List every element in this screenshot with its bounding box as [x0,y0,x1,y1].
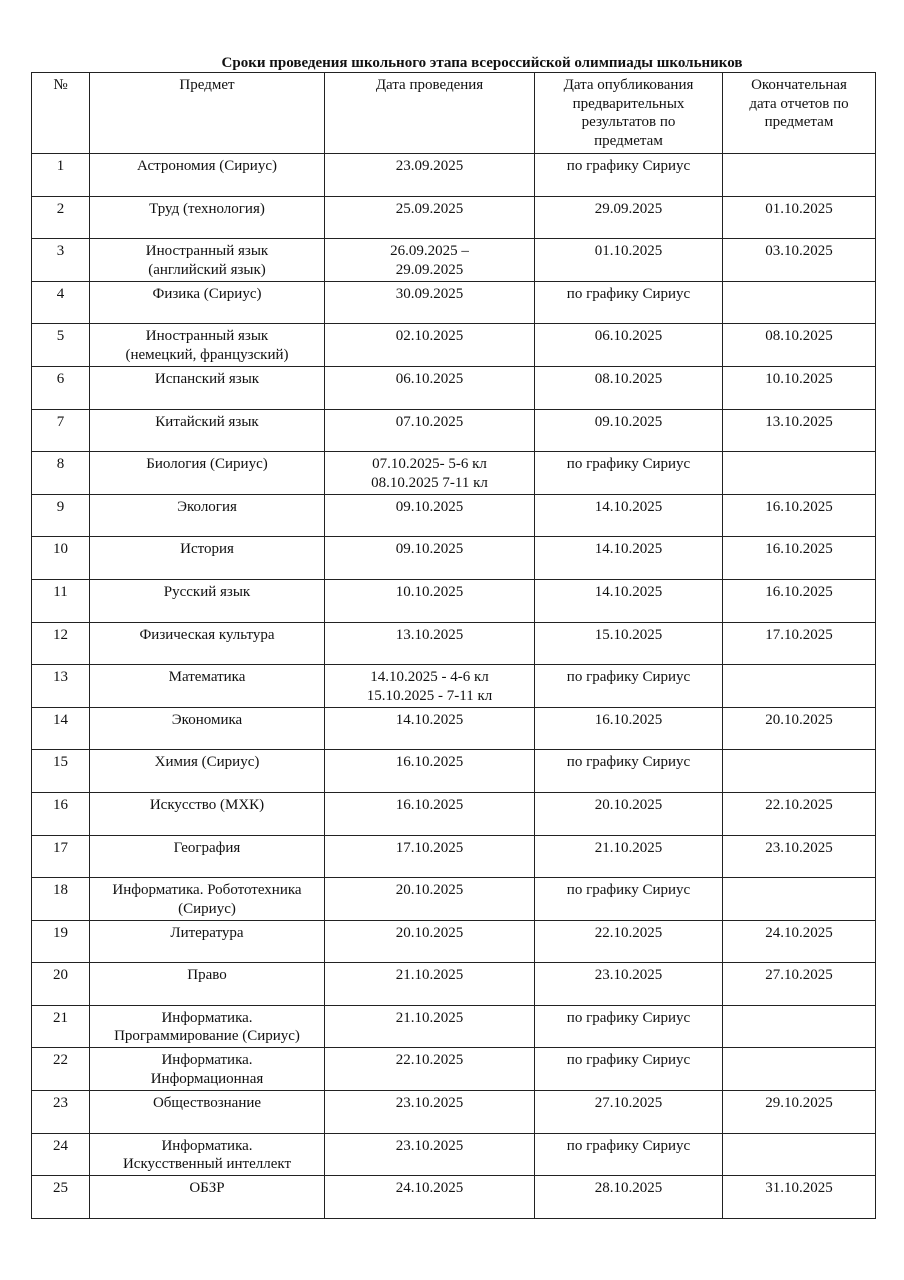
row-subject: Испанский язык [90,366,325,409]
table-row [32,409,876,452]
row-subject: География [90,835,325,878]
row-preliminary-results-date: по графику Сириус [535,1133,723,1176]
row-date: 21.10.2025 [325,963,535,1006]
row-subject: Право [90,963,325,1006]
row-preliminary-results-date: 14.10.2025 [535,537,723,580]
row-final-report-date [723,1048,876,1091]
table-row [32,665,876,708]
row-preliminary-results-date: 15.10.2025 [535,622,723,665]
row-number: 20 [32,963,90,1006]
row-date: 09.10.2025 [325,537,535,580]
table-row [32,579,876,622]
row-date: 24.10.2025 [325,1176,535,1219]
row-final-report-date: 29.10.2025 [723,1091,876,1134]
row-subject: Китайский язык [90,409,325,452]
row-preliminary-results-date: по графику Сириус [535,750,723,793]
row-date: 02.10.2025 [325,324,535,367]
row-number: 23 [32,1091,90,1134]
row-date: 20.10.2025 [325,878,535,921]
row-date: 23.09.2025 [325,154,535,197]
row-subject: ОБЗР [90,1176,325,1219]
row-preliminary-results-date: 27.10.2025 [535,1091,723,1134]
row-subject: Иностранный язык (английский язык) [90,239,325,282]
row-preliminary-results-date: 20.10.2025 [535,792,723,835]
row-number: 18 [32,878,90,921]
table-row [32,920,876,963]
table-row [32,622,876,665]
olympiad-schedule-table [31,72,876,1219]
row-subject: Информатика. Искусственный интеллект [90,1133,325,1176]
row-subject: Обществознание [90,1091,325,1134]
row-subject: Иностранный язык (немецкий, французский) [90,324,325,367]
row-number: 4 [32,281,90,324]
row-date: 07.10.2025- 5-6 кл 08.10.2025 7-11 кл [325,452,535,495]
row-preliminary-results-date: 01.10.2025 [535,239,723,282]
row-subject: Русский язык [90,579,325,622]
row-preliminary-results-date: по графику Сириус [535,665,723,708]
table-row [32,835,876,878]
row-final-report-date: 03.10.2025 [723,239,876,282]
row-preliminary-results-date: 06.10.2025 [535,324,723,367]
table-row [32,1176,876,1219]
table-row [32,196,876,239]
row-date: 17.10.2025 [325,835,535,878]
row-subject: Астрономия (Сириус) [90,154,325,197]
row-number: 10 [32,537,90,580]
table-row [32,366,876,409]
row-subject: Информатика. Программирование (Сириус) [90,1005,325,1048]
header-subject: Предмет [90,73,325,154]
row-subject: Литература [90,920,325,963]
row-final-report-date: 24.10.2025 [723,920,876,963]
row-preliminary-results-date: 23.10.2025 [535,963,723,1006]
header-number: № [32,73,90,154]
row-preliminary-results-date: по графику Сириус [535,281,723,324]
row-number: 25 [32,1176,90,1219]
row-final-report-date [723,452,876,495]
row-subject: Экология [90,494,325,537]
row-final-report-date: 16.10.2025 [723,579,876,622]
table-row [32,452,876,495]
row-preliminary-results-date: 16.10.2025 [535,707,723,750]
row-final-report-date: 16.10.2025 [723,494,876,537]
table-row [32,1048,876,1091]
row-final-report-date: 17.10.2025 [723,622,876,665]
row-preliminary-results-date: 14.10.2025 [535,494,723,537]
row-number: 19 [32,920,90,963]
row-number: 11 [32,579,90,622]
row-preliminary-results-date: 14.10.2025 [535,579,723,622]
row-final-report-date [723,665,876,708]
row-date: 16.10.2025 [325,750,535,793]
row-number: 3 [32,239,90,282]
row-number: 5 [32,324,90,367]
row-number: 13 [32,665,90,708]
row-final-report-date: 22.10.2025 [723,792,876,835]
row-subject: Экономика [90,707,325,750]
row-number: 22 [32,1048,90,1091]
table-row [32,1091,876,1134]
row-date: 09.10.2025 [325,494,535,537]
row-final-report-date: 31.10.2025 [723,1176,876,1219]
row-preliminary-results-date: 08.10.2025 [535,366,723,409]
row-final-report-date [723,1005,876,1048]
table-row [32,1005,876,1048]
row-preliminary-results-date: по графику Сириус [535,878,723,921]
table-row [32,537,876,580]
row-final-report-date: 23.10.2025 [723,835,876,878]
row-subject: Химия (Сириус) [90,750,325,793]
row-preliminary-results-date: 09.10.2025 [535,409,723,452]
row-preliminary-results-date: 21.10.2025 [535,835,723,878]
table-row [32,281,876,324]
row-final-report-date: 13.10.2025 [723,409,876,452]
row-final-report-date: 16.10.2025 [723,537,876,580]
row-subject: Физика (Сириус) [90,281,325,324]
table-row [32,494,876,537]
row-final-report-date [723,1133,876,1176]
header-date: Дата проведения [325,73,535,154]
row-subject: Физическая культура [90,622,325,665]
row-date: 21.10.2025 [325,1005,535,1048]
row-number: 8 [32,452,90,495]
row-number: 21 [32,1005,90,1048]
row-date: 25.09.2025 [325,196,535,239]
table-row [32,1133,876,1176]
table-header-row [32,73,876,154]
row-subject: Биология (Сириус) [90,452,325,495]
row-date: 14.10.2025 [325,707,535,750]
row-date: 14.10.2025 - 4-6 кл 15.10.2025 - 7-11 кл [325,665,535,708]
table-body [32,154,876,1219]
row-final-report-date [723,281,876,324]
row-preliminary-results-date: 29.09.2025 [535,196,723,239]
row-date: 23.10.2025 [325,1133,535,1176]
row-final-report-date: 20.10.2025 [723,707,876,750]
row-date: 07.10.2025 [325,409,535,452]
row-final-report-date [723,750,876,793]
row-number: 9 [32,494,90,537]
row-number: 1 [32,154,90,197]
row-preliminary-results-date: по графику Сириус [535,1005,723,1048]
row-final-report-date [723,154,876,197]
table-row [32,750,876,793]
row-date: 16.10.2025 [325,792,535,835]
row-preliminary-results-date: 28.10.2025 [535,1176,723,1219]
row-final-report-date: 01.10.2025 [723,196,876,239]
row-final-report-date: 27.10.2025 [723,963,876,1006]
table-row [32,239,876,282]
row-subject: Информатика. Информационная [90,1048,325,1091]
row-date: 30.09.2025 [325,281,535,324]
row-date: 23.10.2025 [325,1091,535,1134]
row-number: 6 [32,366,90,409]
row-preliminary-results-date: по графику Сириус [535,452,723,495]
table-row [32,963,876,1006]
row-number: 15 [32,750,90,793]
table-row [32,878,876,921]
row-number: 14 [32,707,90,750]
row-date: 06.10.2025 [325,366,535,409]
table-row [32,324,876,367]
row-final-report-date: 10.10.2025 [723,366,876,409]
row-subject: Математика [90,665,325,708]
row-final-report-date [723,878,876,921]
row-final-report-date: 08.10.2025 [723,324,876,367]
row-subject: Информатика. Робототехника (Сириус) [90,878,325,921]
page-title: Сроки проведения школьного этапа всероссийской олимпиады школьников [221,55,743,71]
row-subject: Труд (технология) [90,196,325,239]
row-date: 26.09.2025 – 29.09.2025 [325,239,535,282]
table-row [32,707,876,750]
row-date: 20.10.2025 [325,920,535,963]
row-number: 17 [32,835,90,878]
row-number: 16 [32,792,90,835]
row-preliminary-results-date: 22.10.2025 [535,920,723,963]
table-row [32,792,876,835]
row-number: 24 [32,1133,90,1176]
row-number: 2 [32,196,90,239]
table-row [32,154,876,197]
row-subject: История [90,537,325,580]
row-preliminary-results-date: по графику Сириус [535,154,723,197]
row-subject: Искусство (МХК) [90,792,325,835]
row-date: 13.10.2025 [325,622,535,665]
row-preliminary-results-date: по графику Сириус [535,1048,723,1091]
row-date: 10.10.2025 [325,579,535,622]
header-preliminary-results-date: Дата опубликования предварительных результатов по предметам [535,73,723,154]
row-date: 22.10.2025 [325,1048,535,1091]
row-number: 12 [32,622,90,665]
row-number: 7 [32,409,90,452]
header-final-report-date: Окончательная дата отчетов по предметам [723,73,876,154]
